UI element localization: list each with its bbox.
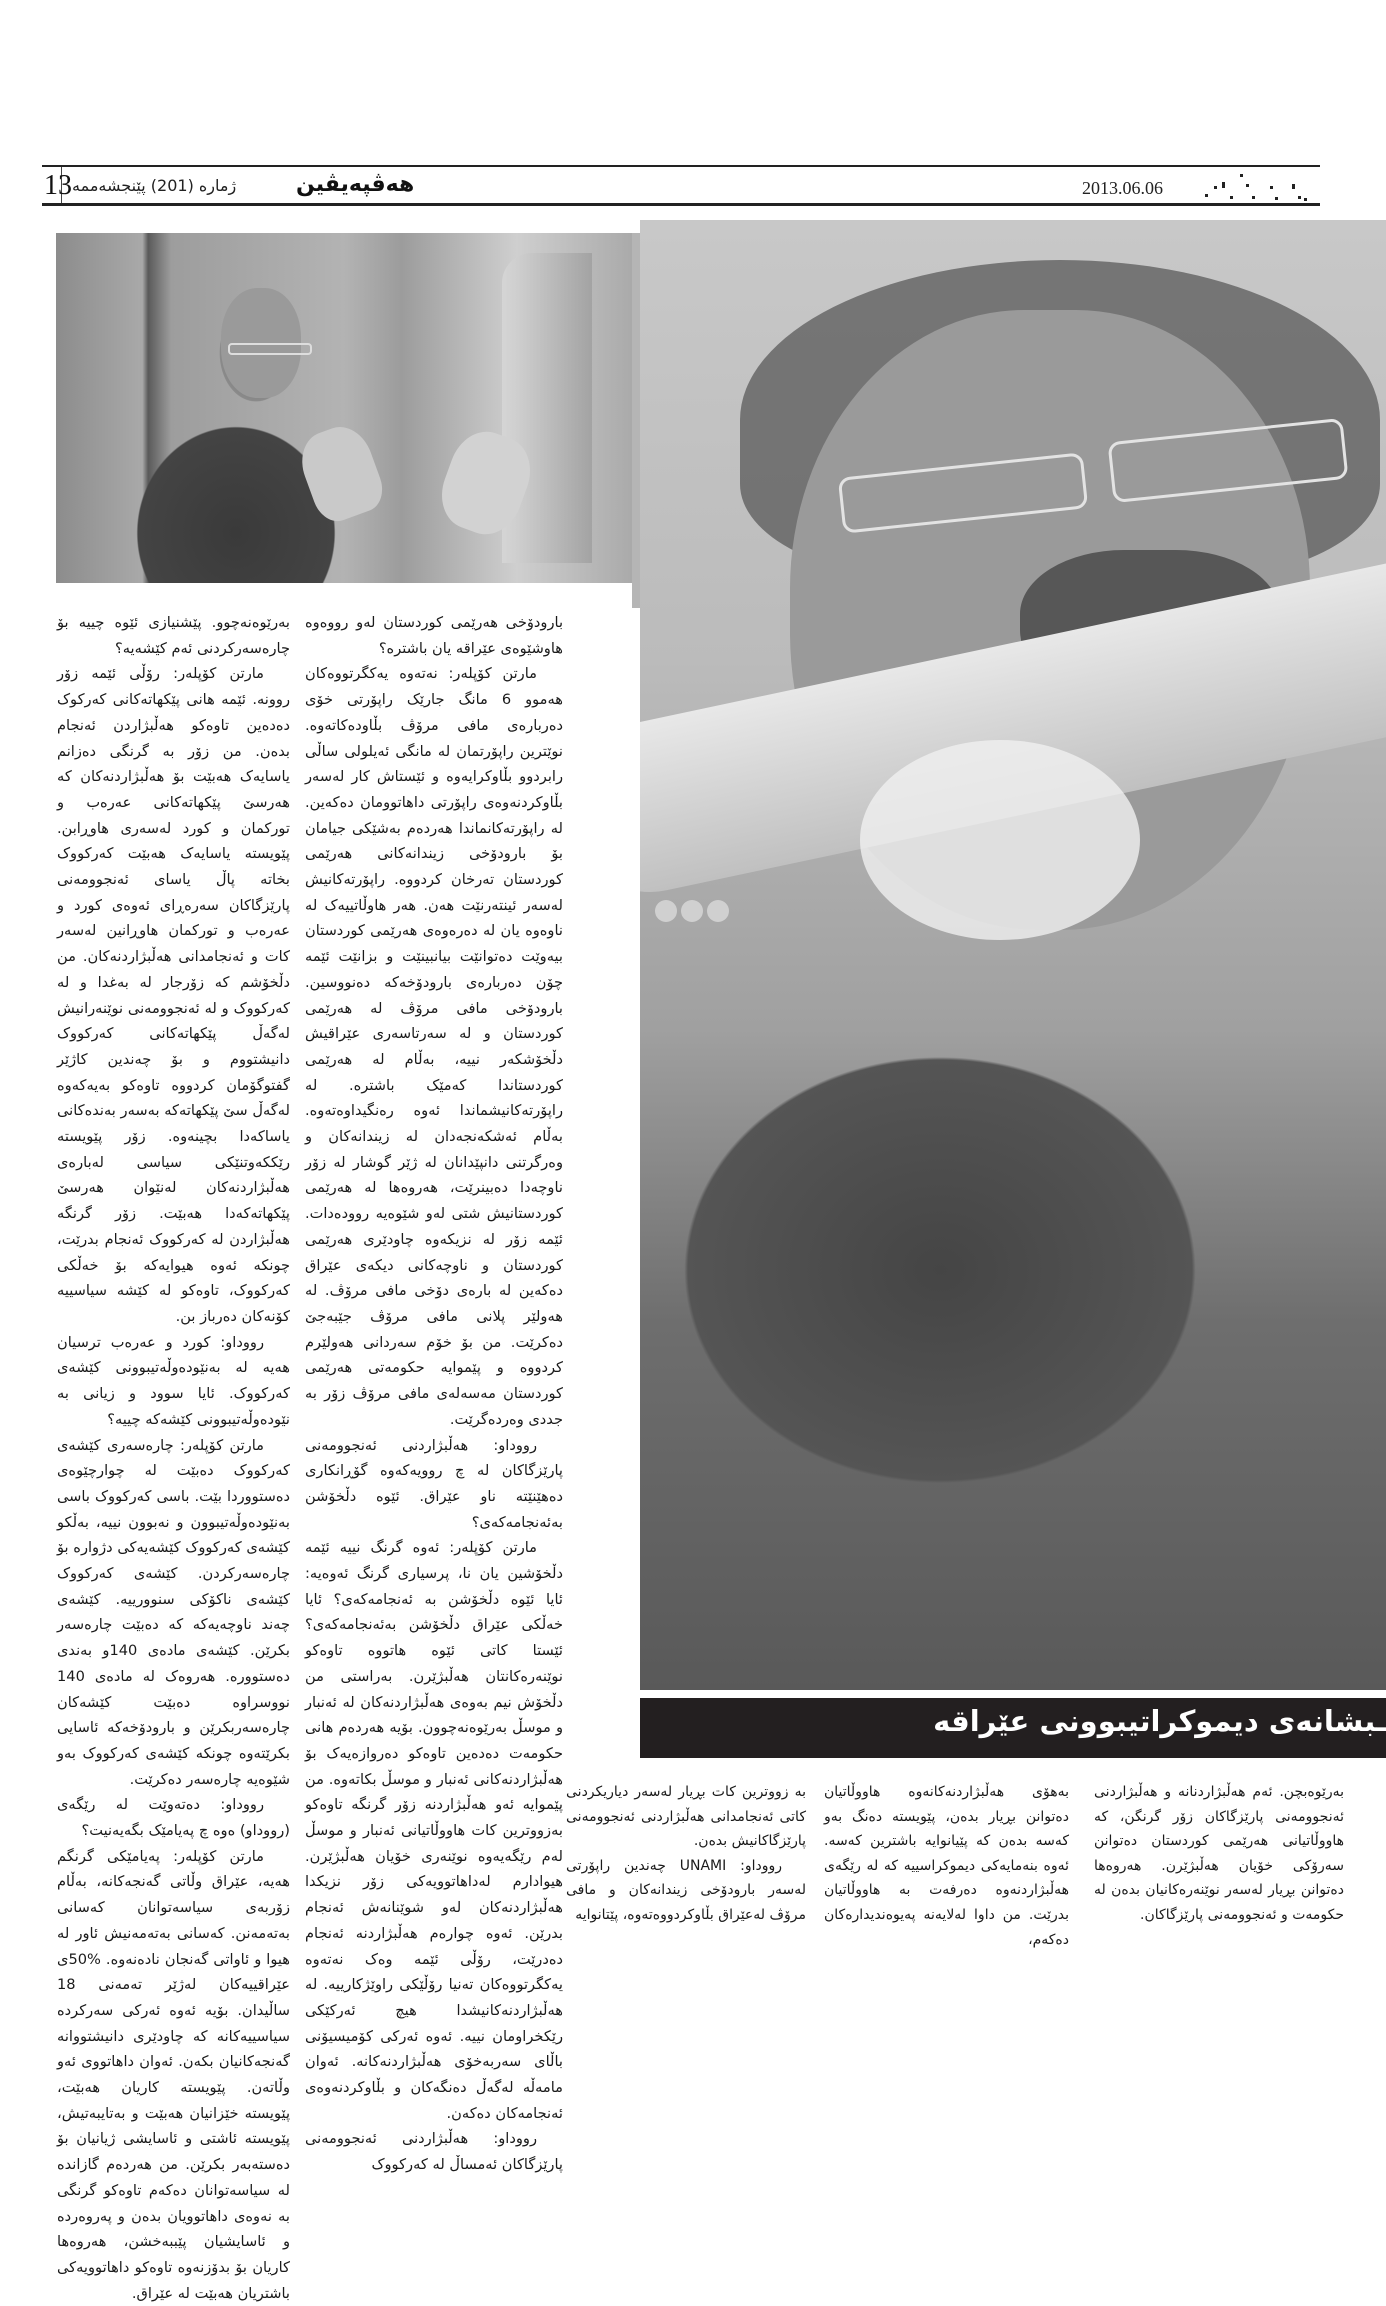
sleeve-buttons [655,900,765,930]
article-column-left [57,610,290,2306]
un-flag [502,253,592,563]
left-hand [293,419,390,528]
issue-date: 2013.06.06 [1082,178,1163,198]
photo-shadow [632,233,640,608]
paragraph: رووداو: دەتەوێت لە رێگەی (رووداو) ەوە چ پەیامێک بگەیەنیت؟ [57,1796,290,1840]
paragraph: بەهۆی هەڵبژاردنەکانەوە هاووڵاتیان دەتوانن بڕیار بدەن، پێویستە دەنگ بەو کەسە بدەن کە پێیانوایە باشترین کەسە. ئەوە بنەمایەکی دیموکراسییە کە لە رێگەی هەڵبژاردنەوە دەرفەت بە هاووڵاتیان بدرێت. من داوا لەلایەنە پەیوەندیدارەکان دەکەم، [824,1784,1069,1948]
paragraph: مارتن کۆپلەر: رۆڵی ئێمە زۆر روونە. ئێمە هانی پێکهاتەکانی کەرکوک دەدەین تاوەکو هەڵبژاردن ئەنجام بدەن. من زۆر بە گرنگی دەزانم یاسایەک هەبێت بۆ هەڵبژاردنەکان کە هەرسێ پێکهاتەکانی عەرەب و تورکمان و کورد لەسەری هاوڕابن. پێویستە یاسایەک هەبێت کەرکووک بخاتە پاڵ یاسای ئەنجوومەنی پارێزگاکان سەرەڕای ئەوەی کورد و عەرەب و تورکمان هاوڕانین لەسەر کات و ئەنجامدانی هەڵبژاردنەکان. من دڵخۆشم کە زۆرجار لە بەغدا و لە کەرکووک و لە ئەنجوومەنی نوێنەرانیش لەگەڵ پێکهاتەکانی کەرکووک دانیشتووم و بۆ چەندین کاژێر گفتوگۆمان کردووە تاوەکو بەیەکەوە لەگەڵ سێ پێکهاتەکە بەسەر بەندەکانی یاساکەدا بچینەوە. زۆر پێویستە رێککەوتنێکی سیاسی لەبارەی هەڵبژاردنەکان لەنێوان هەرسێ پێکهاتەکەدا هەبێت. زۆر گرنگە هەڵبژاردن لە کەرکووک ئەنجام بدرێت، چونکە ئەوە هیوایەکە بۆ خەڵکی کەرکووک، تاوەکو لە کێشە سیاسییە کۆنەکان دەرباز بن. [57,665,290,1325]
headline-band [640,1698,1386,1758]
paragraph: بە زووترین کات بڕیار لەسەر دیاریکردنی کاتی ئەنجامدانی هەڵبژاردنی ئەنجوومەنی پارێزگاکانیش بدەن. [566,1784,806,1850]
shirt-cuff [860,740,1140,940]
header-bottom-rule [42,203,1320,206]
paragraph: رووداو: هەڵبژاردنی ئەنجوومەنی پارێزگاکان ئەمساڵ لە کەرکووک [305,2130,563,2174]
issue-label: ژمارە (201) پێنجشەممە [72,176,237,195]
paragraph: بارودۆخی هەرێمی کوردستان لەو رووەوە هاوشێوەی عێراقە یان باشترە؟ [305,614,563,657]
article-column-right [305,610,563,2178]
paragraph: مارتن کۆپلەر: نەتەوە یەکگرتووەکان هەموو 6 مانگ جارێک راپۆرتی خۆی دەربارەی مافی مرۆڤ بڵاودەکاتەوە. نوێترین راپۆرتمان لە مانگی ئەیلولی ساڵی رابردوو بڵاوکرایەوە و ئێستاش کار لەسەر بڵاوکردنەوەی راپۆرتی داهاتوومان دەکەین. لە راپۆرتەکانماندا هەردەم بەشێکی جیامان بۆ بارودۆخی زیندانەکانی هەرێمی کوردستان تەرخان کردووە. راپۆرتەکانیش لەسەر ئینتەرنێت هەن. هەر هاوڵاتییەک لە ناوەوە یان لە دەرەوەی هەرێمی کوردستان بیەوێت دەتوانێت بیانبینێت و بزانێت ئێمە چۆن دەربارەی بارودۆخەکە دەنووسین. بارودۆخی مافی مرۆڤ لە هەرێمی کوردستان و لە سەرتاسەری عێراقیش دڵخۆشکەر نییە، بەڵام لە هەرێمی کوردستاندا کەمێک باشترە. لە راپۆرتەکانیشماندا ئەوە رەنگیداوەتەوە. بەڵام ئەشکەنجەدان لە زیندانەکان و وەرگرتنی دانپێدانان لە ژێر گوشار لە زۆر ناوچەدا دەبینرێت، هەروەها لە هەرێمی کوردستانیش شتی لەو شێوەیە روودەدات. ئێمە زۆر لە نزیکەوە چاودێری هەرێمی کوردستان و ناوچەکانی دیکەی عێراق دەکەین لە بارەی دۆخی مافی مرۆڤ. لە هەولێر پلانی مافی مرۆڤ جێبەجێ دەکرێت. من بۆ خۆم سەردانی هەولێرم کردووە و پێموایە حکومەتی هەرێمی کوردستان مەسەلەی مافی مرۆڤ زۆر بە جددی وەردەگرێت. [305,665,563,1428]
glasses [228,343,312,355]
bottom-column-2 [824,1780,1069,1952]
header-top-rule [42,165,1320,167]
paragraph: رووداو: کورد و عەرەب ترسیان هەیە لە بەنێودەوڵەتیبوونی کێشەی کەرکووک. ئایا سوود و زیانی بە نێودەوڵەتیبوونی کێشەکە چییە؟ [57,1333,290,1428]
interview-photo-small [56,233,632,583]
interview-photo-large [640,220,1386,1690]
headline: ـبشانەی دیموکراتیبوونی عێراقە [933,1704,1386,1738]
paragraph: بەرێوەنەچوو. پێشنیازی ئێوە چییە بۆ چارەسەرکردنی ئەم کێشەیە؟ [57,614,290,657]
paragraph: مارتن کۆپلەر: ئەوە گرنگ نییە ئێمە دڵخۆشین یان نا، پرسیاری گرنگ ئەوەیە: ئایا ئێوە دڵخۆشن بە ئەنجامەکەی؟ ئایا خەڵکی عێراق دڵخۆشن بەئەنجامەکەی؟ ئێستا کاتی ئێوە هاتووە تاوەکو نوێنەرەکانتان هەڵبژێرن. بەراستی من دڵخۆش نیم بەوەی هەڵبژاردنەکان لە ئەنبار و موسڵ بەرێوەنەچوون. بۆیە هەردەم هانی حکومەت دەدەین تاوەکو دەروازەیەک بۆ هەڵبژاردنەکانی ئەنبار و موسڵ بکاتەوە. من پێموایە ئەو هەڵبژاردنە زۆر گرنگە تاوەکو بەزووترین کات هاووڵاتیانی ئەنبار و موسڵ لەم رێگەیەوە نوێنەری خۆیان هەڵبژێرن. هیوادارم لەداهاتوویەکی زۆر نزیکدا هەڵبژاردنەکان لەو شوێنانەش ئەنجام بدرێن. ئەوە چوارەم هەڵبژاردنە ئەنجام دەدرێت، رۆڵی ئێمە وەک نەتەوە یەکگرتووەکان تەنیا رۆڵێکی راوێژکارییە. لە هەڵبژاردنەکانیشدا هیچ ئەرکێکی رێکخراومان نییە. ئەوە ئەرکی کۆمیسیۆنی باڵای سەربەخۆی هەڵبژاردنەکانە. ئەوان مامەڵە لەگەڵ دەنگەکان و بڵاوکردنەوەی ئەنجامەکان دەکەن. [305,1539,563,2122]
paragraph: مارتن کۆپلەر: چارەسەری کێشەی کەرکووک دەبێت لە چوارچێوەی دەستووردا بێت. باسی کەرکووک باسی بەنێودەوڵەتیبوون و نەبوون نییە، بەڵکو کێشەی کەرکووک کێشەیەکی دژوارە بۆ چارەسەرکردن. کێشەی کەرکووک کێشەی ناکۆکی سنوورییە. کێشەی چەند ناوچەیەکە کە دەبێت چارەسەر بکرێن. کێشەی مادەی 140و بەندی دەستوورە. هەروەک لە مادەی 140 نووسراوە دەبێت کێشەکان چارەسەربکرێن و بارودۆخەکە ئاسایی بکرێتەوە چونکە کێشەی کەرکووک بەو شێوەیە چارەسەر دەکرێت. [57,1436,290,1788]
bottom-column-1 [1094,1780,1344,1928]
paragraph: رووداو: هەڵبژاردنی ئەنجوومەنی پارێزگاکان لە چ روویەکەوە گۆڕانکاری دەهێنێتە ناو عێراق. ئێوە دڵخۆشن بەئەنجامەکەی؟ [305,1436,563,1531]
logo-mark-icon [1200,172,1310,202]
bottom-column-3 [566,1780,806,1928]
paragraph: مارتن کۆپلەر: پەیامێکی گرنگم هەیە، عێراق وڵاتی گەنجەکانە، بەڵام زۆربەی سیاسەتوانان کەسانی بەتەمەنن. کەسانی بەتەمەنیش ئاور لە هیوا و ئاواتی گەنجان نادەنەوە. %50ی عێراقییەکان لەژێر تەمەنی 18 ساڵیدان. بۆیە ئەوە ئەرکی سەرکردە سیاسییەکانە کە چاودێری دانیشتووانە گەنجەکانیان بکەن. ئەوان داهاتووی ئەو وڵاتەن. پێویستە کاریان هەبێت، پێویستە خێزانیان هەبێت و بەتایبەتیش، پێویستە ئاشتی و ئاسایشی ژیانیان بۆ دەستەبەر بکرێن. من هەردەم گازاندە لە سیاسەتوانان دەکەم تاوەکو گرنگی بە نەوەی داهاتوویان بدەن و پەروەردە و ئاسایشیان پێببەخشن، هەروەها کاریان بۆ بدۆزنەوە تاوەکو داهاتوویەکی باشتریان هەبێت لە عێراق. [57,1847,290,2302]
page-number: 13 [44,170,72,201]
section-name: هەڤپەیڤین [296,172,415,197]
paragraph: رووداو: UNAMI چەندین راپۆرتی لەسەر بارودۆخی زیندانەکان و مافی مرۆڤ لەعێراق بڵاوکردووەتەوە، پێتانوایە [566,1857,806,1923]
paragraph: بەرێوەبچن. ئەم هەڵبژاردنانە و هەڵبژاردنی ئەنجوومەنی پارێزگاکان زۆر گرنگن، کە هاووڵاتیانی هەرێمی کوردستان دەتوانن سەرۆکی خۆیان هەڵبژێرن. هەروەها دەتوانن بڕیار لەسەر نوێنەرەکانیان بدەن لە حکومەت و ئەنجوومەنی پارێزگاکان. [1094,1784,1344,1923]
